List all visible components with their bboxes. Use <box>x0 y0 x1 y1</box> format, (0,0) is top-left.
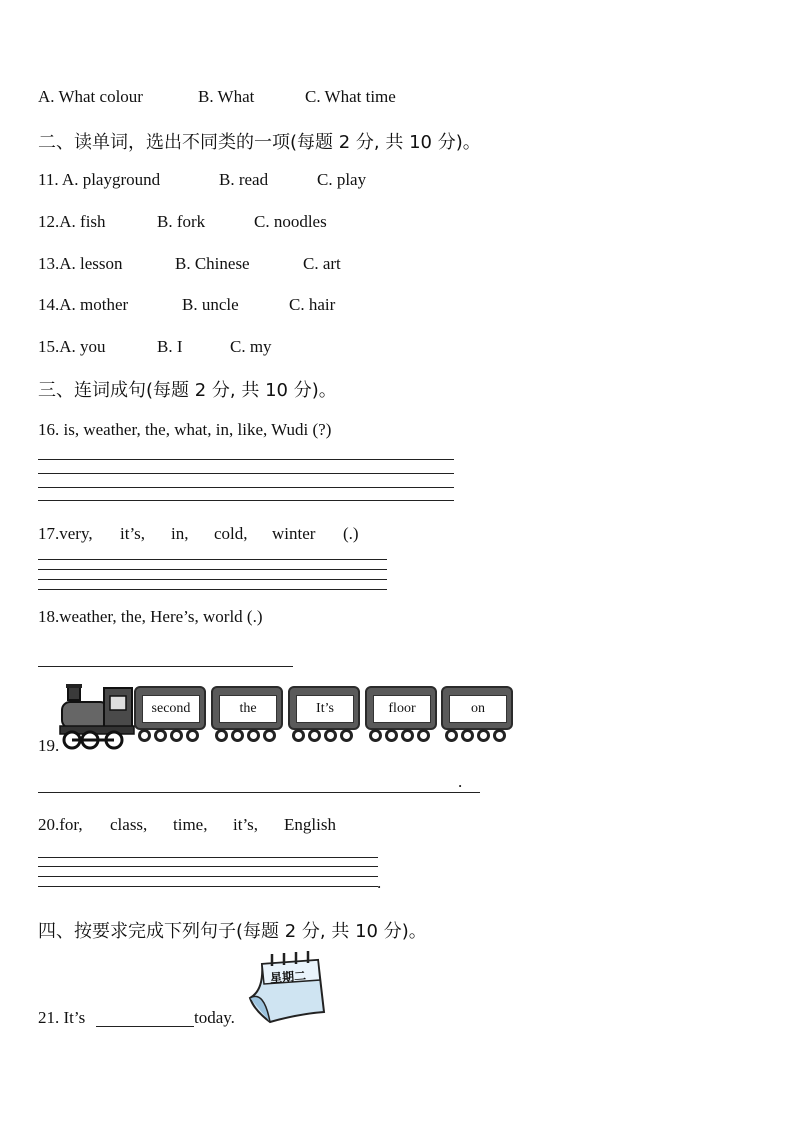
q19-number: 19. <box>38 736 60 755</box>
q18-words: 18.weather, the, Here’s, world (.) <box>38 607 263 626</box>
q17-word: (.) <box>343 524 359 543</box>
calendar-icon <box>248 950 328 1026</box>
q17-word: it’s, <box>120 524 146 543</box>
q13-option-b: B. Chinese <box>175 254 250 273</box>
q17-word: cold, <box>214 524 248 543</box>
train-car-word: floor <box>373 695 431 723</box>
q15-option-a: 15.A. you <box>38 337 106 356</box>
section3-title: 三、连词成句(每题 2 分, 共 10 分)。 <box>38 380 337 401</box>
section2-title: 二、读单词，选出不同类的一项(每题 2 分, 共 10 分)。 <box>38 132 481 153</box>
q17-word: winter <box>272 524 316 543</box>
q20-word: English <box>284 815 336 834</box>
q10-option-b: B. What <box>198 87 255 106</box>
q21-prefix: 21. It’s <box>38 1008 86 1027</box>
q11-option-c: C. play <box>317 170 367 189</box>
q10-option-c: C. What time <box>305 87 396 106</box>
q17-word: in, <box>171 524 189 543</box>
q16-words: 16. is, weather, the, what, in, like, Wudi (?) <box>38 420 332 439</box>
train-car-word: second <box>142 695 200 723</box>
train-car <box>211 686 283 730</box>
q14-option-a: 14.A. mother <box>38 295 129 314</box>
q13-option-a: 13.A. lesson <box>38 254 123 273</box>
q14-option-c: C. hair <box>289 295 336 314</box>
q19-answer-line[interactable] <box>38 792 480 793</box>
q11-option-b: B. read <box>219 170 269 189</box>
train-car-word: the <box>219 695 277 723</box>
q12-option-b: B. fork <box>157 212 206 231</box>
q12-option-a: 12.A. fish <box>38 212 106 231</box>
q13-option-c: C. art <box>303 254 341 273</box>
train-car <box>441 686 513 730</box>
q20-word: class, <box>110 815 148 834</box>
q20-end-mark: . <box>377 873 382 892</box>
train-car <box>288 686 360 730</box>
train-car <box>365 686 437 730</box>
train-car <box>134 686 206 730</box>
q21-blank[interactable] <box>96 1026 194 1027</box>
calendar-label: 星期二 <box>269 968 307 986</box>
q10-option-a: A. What colour <box>38 87 143 106</box>
section4-title: 四、按要求完成下列句子(每题 2 分, 共 10 分)。 <box>38 921 427 942</box>
q15-option-c: C. my <box>230 337 272 356</box>
q14-option-b: B. uncle <box>182 295 239 314</box>
q20-word: 20.for, <box>38 815 83 834</box>
train-car-word: It’s <box>296 695 354 723</box>
q17-word: 17.very, <box>38 524 93 543</box>
q21-suffix: today. <box>194 1008 235 1027</box>
q18-answer-line[interactable] <box>38 666 293 667</box>
q20-word: time, <box>173 815 208 834</box>
q20-word: it’s, <box>233 815 259 834</box>
locomotive-icon <box>58 684 136 750</box>
q11-option-a: 11. A. playground <box>38 170 161 189</box>
q12-option-c: C. noodles <box>254 212 327 231</box>
q19-end-mark: . <box>458 772 463 791</box>
train-car-word: on <box>449 695 507 723</box>
q15-option-b: B. I <box>157 337 183 356</box>
